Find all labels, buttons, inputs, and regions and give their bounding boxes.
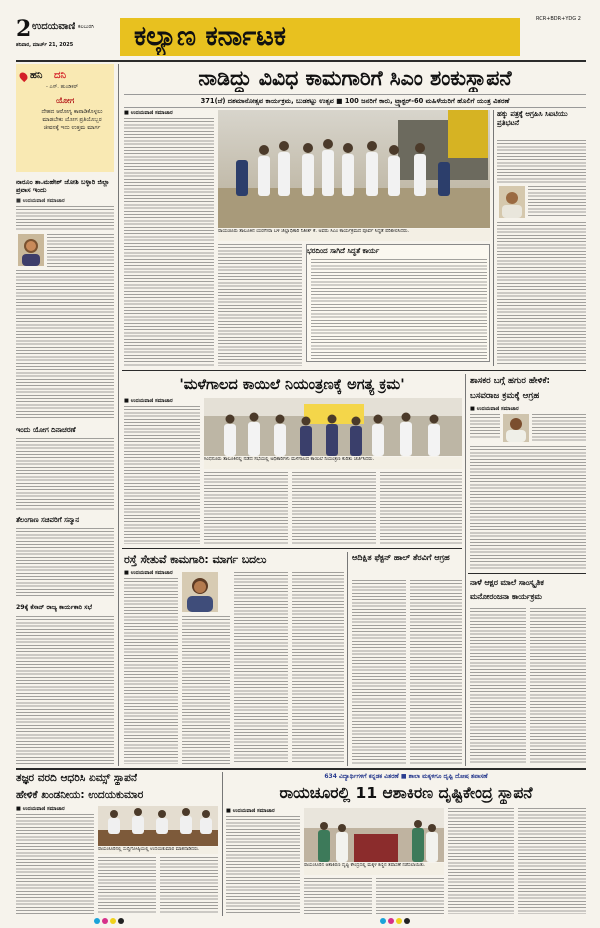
region-banner-title: ಕಲ್ಯಾಣ ಕರ್ನಾಟಕ [134, 21, 286, 52]
lead-subhead: 371(ಜೆ) ದಶಮಾನೋತ್ಸವ ಕಾರ್ಯಕ್ರಮ, ಬುಡಕಟ್ಟು ಉತ್ಸವ ■ 100 ಜನರಿಗೆ ಕಾರು, ಟ್ರ್ಯಾಕ್ಟರ್-60 ಮಹಿಳೆಯರಿಗೆ ಹೊಲಿಗೆ ಯಂತ್ರ ವಿತರಣೆ [124, 94, 586, 108]
mid-headline: 'ಮಳೆಗಾಲದ ಕಾಯಿಲೆ ನಿಯಂತ್ರಣಕ್ಕೆ ಅಗತ್ಯ ಕ್ರಮ' [179, 377, 405, 393]
road-headline: ರಸ್ತೆ ಸೇತುವೆ ಕಾಮಗಾರಿ: ಮಾರ್ಗ ಬದಲು [124, 553, 267, 566]
honey-title: ಯೋಗ [56, 96, 75, 105]
edition-name: ಕಲಬುರಗಿ [78, 24, 94, 30]
vision-byline: ■ ಉದಯವಾಣಿ ಸಮಾಚಾರ [226, 808, 275, 814]
aiims-photo [98, 806, 218, 846]
issue-date: ಶನಿವಾರ, ಮಾರ್ಚ್ 21, 2025 [16, 42, 74, 48]
mla-portrait [503, 414, 529, 442]
lead-box-title: ಭರದಿಂದ ಸಾಗಿದೆ ಸಿದ್ಧತೆ ಕಾರ್ಯ [307, 247, 380, 255]
mid-body [292, 472, 376, 544]
byline: ■ ಉದಯವಾಣಿ ಸಮಾಚಾರ [16, 198, 65, 204]
vision-body [226, 816, 300, 914]
yellow-dot [110, 918, 116, 924]
column-divider [493, 110, 494, 366]
lead-byline: ■ ಉದಯವಾಣಿ ಸಮಾಚಾರ [124, 110, 173, 116]
cyan-dot [94, 918, 100, 924]
column-divider [347, 552, 348, 766]
road-body [124, 578, 178, 764]
cyan-dot [380, 918, 386, 924]
culture-body [470, 608, 526, 764]
mla-headline-line2: ಬಸವರಾಜ ಕ್ರಮಕ್ಕೆ ಆಗ್ರಹ [470, 391, 540, 401]
honey-dani-box [16, 64, 114, 172]
lead-photo-caption: ರಾಯಚೂರು ತಾಲೂಕಿನ ಯರಗೇರಾ ಬಳಿ ಜಿಲ್ಲಾಧಿಕಾರಿ ನಿತೀಶ್ ಕೆ. ಅವರು ಸಿಎಂ ಕಾರ್ಯಕ್ರಮದ ಪೂರ್ವ ಸಿದ್ಧತೆ ಪರಿಶೀಲಿಸಿದರು. [218, 229, 490, 241]
region-banner [120, 18, 520, 56]
magenta-dot [388, 918, 394, 924]
story-joshi-title: ನಾರೂಂ ತಾ.ಮಹೇಶ್ ಜೋಶಿ ಬಳ್ಳಾರಿ ಜಿಲ್ಲಾ ಪ್ರವಾಸ ಇಂದು [16, 178, 110, 194]
section-rule [468, 573, 586, 574]
lead-body-col1 [124, 118, 214, 366]
section-rule [122, 548, 462, 549]
header-rule [16, 60, 586, 62]
side-story-body [497, 140, 586, 184]
mla-body [470, 414, 500, 438]
mla-byline: ■ ಉದಯವಾಣಿ ಸಮಾಚಾರ [470, 406, 519, 412]
column-divider [465, 374, 466, 766]
culture-headline-line2: ಮನೋರಂಜನಾ ಕಾರ್ಯಕ್ರಮ [470, 592, 542, 601]
logo-honey: ಹನಿ [30, 70, 43, 81]
column-divider [222, 772, 223, 916]
vision-photo [304, 808, 444, 862]
story-yoga-title: ಇಂದು ಯೋಗ ದಿನಾಚರಣೆ [16, 426, 76, 434]
vision-body [448, 808, 514, 914]
road-body [292, 572, 344, 764]
culture-body [530, 608, 586, 764]
black-dot [118, 918, 124, 924]
mid-body [204, 472, 288, 544]
page-number: 2 [16, 16, 32, 42]
story-kisan-title: 29ಕ್ಕೆ ಕೆಸಾನ್ ರಾಜ್ಯ ಕಾರ್ಯಕಾರಿ ಸಭೆ [16, 604, 93, 611]
aiims-body [16, 814, 94, 914]
aiims-headline-line2: ಹೇಳಿಕೆ ಖಂಡನೀಯ: ಉದಯಕುಮಾರ [16, 789, 144, 801]
hostel-headline: ಆದಿಕ್ಷಿತ ಫೆಕ್ಟನ್ ಹಾಲ್ ತೆರವಿಗೆ ಆಗ್ರಹ [352, 553, 450, 562]
logo-dani: ದನಿ [54, 70, 67, 81]
drop-icon [18, 71, 29, 82]
lead-highlight-box [306, 244, 490, 362]
side-story-body [528, 186, 586, 218]
mid-byline: ■ ಉದಯವಾಣಿ ಸಮಾಚಾರ [124, 398, 173, 404]
mid-photo [204, 398, 462, 456]
mid-body [124, 406, 200, 544]
mid-body [380, 472, 462, 544]
mid-photo-caption: ಸಿಂಧನೂರು ತಾಲೂಕಿನಲ್ಲಿ ನಡೆದ ಸಭೆಯಲ್ಲಿ ಅಧಿಕಾರಿಗಳು ಮಳೆಗಾಲದ ಕಾಯಿಲೆ ನಿಯಂತ್ರಣ ಕುರಿತು ಚರ್ಚಿಸಿದರು. [204, 457, 462, 469]
honey-dani-logo [20, 70, 110, 84]
mla-body [532, 414, 586, 442]
story-kisan-body [16, 616, 114, 764]
column-divider [118, 64, 119, 766]
lead-photo [218, 110, 490, 228]
mla-body [470, 446, 586, 570]
side-story-portrait [499, 186, 525, 218]
story-telangana-body [16, 528, 114, 598]
road-body [234, 572, 288, 764]
vision-headline: ರಾಯಚೂರಲ್ಲಿ 11 ಆಶಾಕಿರಣ ದೃಷ್ಟಿಕೇಂದ್ರ ಸ್ಥಾಪನೆ [279, 784, 533, 802]
page-header [16, 16, 586, 58]
road-portrait [182, 572, 218, 612]
aiims-photo-caption: ರಾಯಚೂರಿನಲ್ಲಿ ಸುದ್ದಿಗೋಷ್ಠಿಯಲ್ಲಿ ಉದಯಕುಮಾರ ಮಾತನಾಡಿದರು. [98, 847, 218, 854]
side-story-body [497, 222, 586, 366]
culture-headline-line1: ನಾಳೆ ಆಕ್ಷರ ಮಾಲೆ ಸಾಂಸ್ಕೃತಿಕ [470, 578, 544, 587]
vision-body [304, 878, 372, 914]
road-byline: ■ ಉದಯವಾಣಿ ಸಮಾಚಾರ [124, 570, 173, 576]
paper-name: ಉದಯವಾಣಿ [32, 21, 76, 32]
road-body [182, 616, 230, 764]
portrait-joshi [18, 234, 44, 266]
section-rule [16, 768, 586, 770]
aiims-byline: ■ ಉದಯವಾಣಿ ಸಮಾಚಾರ [16, 806, 65, 812]
story-joshi-body [16, 206, 114, 231]
lead-box-body [311, 259, 487, 359]
hostel-body [352, 580, 406, 764]
vision-body [518, 808, 586, 914]
lead-headline: ನಾಡಿದ್ದು ವಿವಿಧ ಕಾಮಗಾರಿಗೆ ಸಿಎಂ ಶಂಕುಸ್ಥಾಪನೆ [198, 66, 512, 90]
story-joshi-body [16, 270, 114, 420]
magenta-dot [102, 918, 108, 924]
honey-poem: ದೇಹದ ಆರೋಗ್ಯ ಕಾಪಾಡಿಕೊಳ್ಳಲು ಮಾಡಬೇಕು ಯೋಗ ಪ್ರತಿಯೊಬ್ಬರ ಜೀವನಕ್ಕೆ ಇದು ಉತ್ತಮ ಮಾರ್ಗ [41, 109, 103, 131]
vision-kicker: 634 ವಿದ್ಯಾರ್ಥಿಗಳಿಗೆ ಕನ್ನಡಕ ವಿತರಣೆ ■ ಶಾಲಾ ಮಕ್ಕಳಿಗೂ ದೃಷ್ಟಿ ದೋಷ ತಪಾಸಣೆ [324, 773, 488, 780]
story-joshi-body [47, 234, 114, 267]
side-story-title: ಹಕ್ಕು ಪತ್ರಕ್ಕೆ ಆಗ್ರಹಿಸಿ ಸಿಐಟಿಯು ಪ್ರತಿಭಟನೆ [497, 110, 568, 127]
print-registration-marks [0, 916, 600, 926]
section-rule [122, 370, 586, 371]
vision-body [376, 878, 444, 914]
hostel-body [410, 580, 462, 764]
mla-headline-line1: ಶಾಸಕರ ಬಗ್ಗೆ ಹಗುರ ಹೇಳಿಕೆ: [470, 376, 550, 386]
aiims-body [160, 857, 218, 914]
color-code: RCR+BDR+YDG 2 [536, 16, 581, 22]
honey-author: - ಎಸ್. ಹುಂಡಿಕರ್ [46, 84, 79, 90]
story-telangana-title: ತೆಲಂಗಾಣ ಸಚಿವರಿಗೆ ಸನ್ಮಾನ [16, 516, 80, 524]
black-dot [404, 918, 410, 924]
vision-photo-caption: ರಾಯಚೂರಿನ ಆಶಾಕಿರಣ ದೃಷ್ಟಿ ಕೇಂದ್ರದಲ್ಲಿ ಮಕ್ಕಳ ಕಣ್ಣಿನ ತಪಾಸಣೆ ನಡೆಸಲಾಯಿತು. [304, 863, 444, 875]
yellow-dot [396, 918, 402, 924]
story-yoga-body [16, 438, 114, 510]
lead-body-col2 [218, 244, 302, 366]
aiims-body [98, 857, 156, 914]
aiims-headline-line1: ತಜ್ಞರ ವರದಿ ಆಧರಿಸಿ ಏಮ್ಸ್ ಸ್ಥಾಪನೆ [16, 772, 138, 784]
